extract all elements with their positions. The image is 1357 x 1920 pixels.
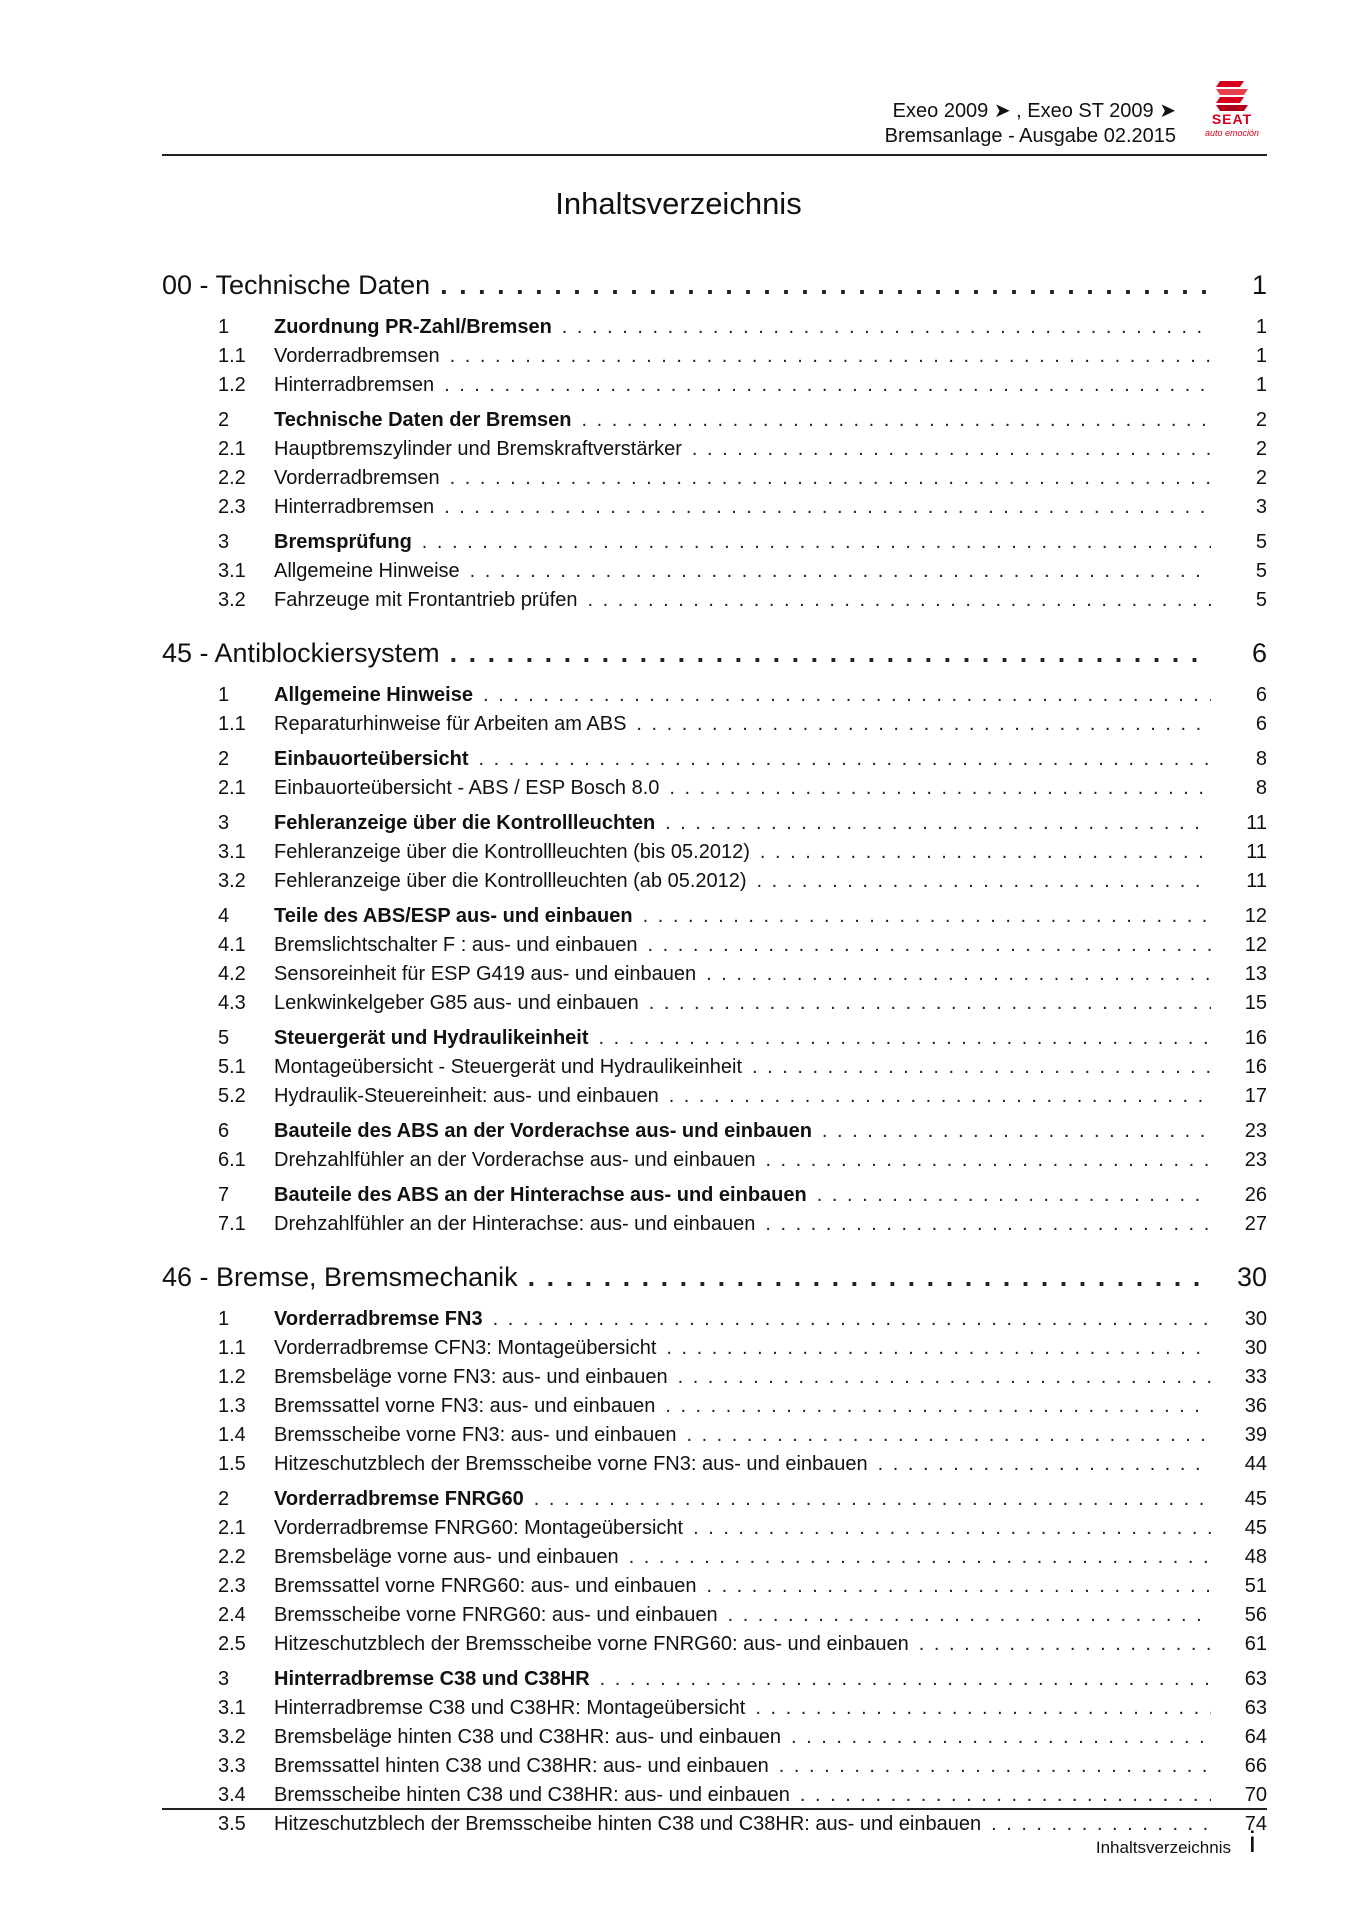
toc-entry-number: 3.5: [218, 1813, 246, 1835]
toc-entry-number: 1.1: [218, 1337, 246, 1359]
dot-leader: [633, 902, 1211, 931]
toc-section-entry[interactable]: [162, 406, 1267, 435]
toc-entry-title: 46 - Bremse, Bremsmechanik: [162, 1262, 518, 1292]
toc-section-entry[interactable]: [162, 528, 1267, 557]
dot-leader: [769, 1752, 1211, 1781]
toc-page-number: 11: [1246, 812, 1267, 834]
toc-entry-title: 45 - Antiblockiersystem: [162, 638, 440, 668]
toc-page-number: 74: [1244, 1813, 1267, 1835]
toc-subsection-entry[interactable]: [162, 1146, 1267, 1175]
toc-entry-number: 3.1: [218, 1697, 246, 1719]
dot-leader: [473, 681, 1211, 710]
toc-page-number: 5: [1255, 531, 1267, 553]
toc-chapter-section: [162, 631, 1267, 1239]
toc-entry-number: 2: [218, 1488, 230, 1510]
toc-section-entry[interactable]: [162, 902, 1267, 931]
toc-entry-number: 4.2: [218, 963, 246, 985]
toc-page-number: 39: [1244, 1424, 1267, 1446]
toc-subsection-entry[interactable]: [162, 586, 1267, 615]
toc-entry-title: Bremssattel vorne FN3: aus- und einbauen: [274, 1395, 656, 1417]
dot-leader: [619, 1543, 1211, 1572]
toc-entry-number: 2.4: [218, 1604, 246, 1626]
toc-entry-number: 4.1: [218, 934, 246, 956]
toc-section-entry[interactable]: [162, 1117, 1267, 1146]
toc-entry-title: Vorderradbremsen: [274, 345, 440, 367]
toc-section-entry[interactable]: [162, 1024, 1267, 1053]
toc-page-number: 11: [1246, 870, 1267, 892]
toc-section-entry[interactable]: [162, 1485, 1267, 1514]
toc-page-number: 1: [1251, 270, 1267, 300]
dot-leader: [468, 745, 1211, 774]
toc-entry-title: Montageübersicht - Steuergerät und Hydraulikeinheit: [274, 1056, 743, 1078]
toc-subsection-entry[interactable]: [162, 1752, 1267, 1781]
seat-emblem-icon: [1198, 78, 1266, 112]
toc-subsection-entry[interactable]: [162, 1810, 1267, 1839]
dot-leader: [696, 1572, 1211, 1601]
dot-leader: [434, 493, 1211, 522]
toc-subsection-entry[interactable]: [162, 1781, 1267, 1810]
toc-entry-number: 5.1: [218, 1056, 246, 1078]
dot-leader: [718, 1601, 1211, 1630]
toc-entry-title: Teile des ABS/ESP aus- und einbauen: [274, 905, 633, 927]
toc-subsection-entry[interactable]: [162, 989, 1267, 1018]
toc-page-number: 11: [1246, 841, 1267, 863]
toc-entry-number: 1.2: [218, 374, 246, 396]
toc-group: [162, 1024, 1267, 1111]
dot-leader: [656, 1334, 1211, 1363]
toc-section-entry[interactable]: [162, 809, 1267, 838]
toc-page-number: 2: [1255, 467, 1267, 489]
toc-page-number: 44: [1244, 1453, 1267, 1475]
toc-group: [162, 406, 1267, 522]
footer-label: Inhaltsverzeichnis: [1095, 1838, 1231, 1857]
toc-subsection-entry[interactable]: [162, 1694, 1267, 1723]
toc-subsection-entry[interactable]: [162, 435, 1267, 464]
toc-entry-title: Bremsbeläge vorne FN3: aus- und einbauen: [274, 1366, 668, 1388]
toc-entry-title: Hinterradbremsen: [274, 374, 435, 396]
dot-leader: [745, 1694, 1211, 1723]
toc-group: [162, 528, 1267, 615]
toc-entry-number: 3: [218, 1668, 230, 1690]
toc-entry-title: Allgemeine Hinweise: [274, 684, 473, 706]
toc-page-number: 2: [1255, 438, 1267, 460]
toc-entry-title: Zuordnung PR-Zahl/Bremsen: [274, 316, 552, 338]
toc-chapter-entry[interactable]: [162, 1255, 1267, 1299]
toc-subsection-entry[interactable]: [162, 371, 1267, 400]
toc-subsection-entry[interactable]: [162, 960, 1267, 989]
toc-entry-title: Bremsbeläge hinten C38 und C38HR: aus- und einbauen: [274, 1726, 782, 1748]
toc-page-number: 33: [1244, 1366, 1267, 1388]
toc-chapter-entry[interactable]: [162, 263, 1267, 307]
toc-chapter-section: [162, 1255, 1267, 1839]
toc-subsection-entry[interactable]: [162, 342, 1267, 371]
dot-leader: [589, 1024, 1211, 1053]
toc-entry-number: 2.2: [218, 467, 246, 489]
toc-entry-number: 3.1: [218, 560, 246, 582]
dot-leader: [578, 586, 1212, 615]
toc-subsection-entry[interactable]: [162, 464, 1267, 493]
toc-group: [162, 1305, 1267, 1479]
toc-entry-title: Vorderradbremse CFN3: Montageübersicht: [274, 1337, 657, 1359]
toc-group: [162, 1117, 1267, 1175]
toc-entry-title: Fahrzeuge mit Frontantrieb prüfen: [274, 589, 578, 611]
dot-leader: [430, 263, 1211, 307]
toc-subsection-entry[interactable]: [162, 1392, 1267, 1421]
dot-leader: [682, 435, 1211, 464]
toc-page-number: 48: [1244, 1546, 1267, 1568]
toc-entry-title: Bremssattel vorne FNRG60: aus- und einbauen: [274, 1575, 697, 1597]
toc-page-number: 23: [1244, 1120, 1267, 1142]
toc-entry-title: Steuergerät und Hydraulikeinheit: [274, 1027, 589, 1049]
toc-page-number: 2: [1255, 409, 1267, 431]
toc-entry-number: 3.3: [218, 1755, 246, 1777]
toc-entry-number: 7: [218, 1184, 230, 1206]
toc-page-number: 23: [1244, 1149, 1267, 1171]
toc-entry-title: Hitzeschutzblech der Bremsscheibe hinten C38 und C38HR: aus- und einbauen: [274, 1813, 982, 1835]
toc-entry-number: 1: [218, 684, 230, 706]
toc-entry-number: 2.5: [218, 1633, 246, 1655]
toc-subsection-entry[interactable]: [162, 1363, 1267, 1392]
toc-entry-number: 1.1: [218, 713, 246, 735]
toc-entry-title: Hitzeschutzblech der Bremsscheibe vorne FNRG60: aus- und einbauen: [274, 1633, 909, 1655]
dot-leader: [868, 1450, 1211, 1479]
dot-leader: [626, 710, 1211, 739]
toc-entry-title: Allgemeine Hinweise: [274, 560, 460, 582]
logo-tagline: auto emoción: [1204, 128, 1260, 138]
toc-group: [162, 1485, 1267, 1659]
toc-page-number: 5: [1255, 560, 1267, 582]
page-title: Inhaltsverzeichnis: [555, 186, 802, 221]
toc-subsection-entry[interactable]: [162, 1082, 1267, 1111]
header-text: [885, 99, 1176, 149]
toc-entry-title: Technische Daten der Bremsen: [274, 409, 572, 431]
toc-entry-title: Bremslichtschalter F : aus- und einbauen: [274, 934, 638, 956]
toc-group: [162, 809, 1267, 896]
toc-page-number: 8: [1255, 748, 1267, 770]
toc-entry-title: Hinterradbremse C38 und C38HR: Montageübersicht: [274, 1697, 746, 1719]
toc-chapter-section: [162, 263, 1267, 615]
dot-leader: [638, 931, 1211, 960]
toc-entry-number: 5.2: [218, 1085, 246, 1107]
toc-entry-number: 2.1: [218, 777, 246, 799]
toc-page-number: 30: [1244, 1337, 1267, 1359]
toc-page-number: 64: [1244, 1726, 1267, 1748]
toc-subsection-entry[interactable]: [162, 710, 1267, 739]
toc-entry-number: 7.1: [218, 1213, 246, 1235]
dot-leader: [483, 1305, 1211, 1334]
toc-page-number: 15: [1244, 992, 1267, 1014]
header-edition-line: Bremsanlage - Ausgabe 02.2015: [884, 125, 1176, 147]
toc-entry-number: 3.4: [218, 1784, 246, 1806]
toc-page-number: 70: [1244, 1784, 1267, 1806]
toc-page-number: 36: [1244, 1395, 1267, 1417]
dot-leader: [755, 1146, 1211, 1175]
logo-brand-text: SEAT: [1211, 111, 1253, 127]
toc-entry-number: 2: [218, 748, 230, 770]
toc-entry-title: Bremssattel hinten C38 und C38HR: aus- und einbauen: [274, 1755, 769, 1777]
toc-entry-title: Bremsbeläge vorne aus- und einbauen: [274, 1546, 619, 1568]
toc-entry-title: Bauteile des ABS an der Hinterachse aus- und einbauen: [274, 1184, 807, 1206]
toc-page-number: 12: [1244, 934, 1267, 956]
toc-entry-number: 1: [218, 1308, 230, 1330]
toc-subsection-entry[interactable]: [162, 1210, 1267, 1239]
toc-section-entry[interactable]: [162, 681, 1267, 710]
toc-entry-title: Hauptbremszylinder und Bremskraftverstärker: [274, 438, 682, 460]
toc-entry-title: Hydraulik-Steuereinheit: aus- und einbauen: [274, 1085, 659, 1107]
toc-subsection-entry[interactable]: [162, 1543, 1267, 1572]
toc-section-entry[interactable]: [162, 313, 1267, 342]
toc-entry-title: Reparaturhinweise für Arbeiten am ABS: [274, 713, 627, 735]
dot-leader: [668, 1363, 1211, 1392]
toc-subsection-entry[interactable]: [162, 1421, 1267, 1450]
toc-entry-number: 1.5: [218, 1453, 246, 1475]
dot-leader: [790, 1781, 1211, 1810]
toc-subsection-entry[interactable]: [162, 867, 1267, 896]
toc-page-number: 1: [1255, 345, 1267, 367]
toc-subsection-entry[interactable]: [162, 1723, 1267, 1752]
dot-leader: [639, 989, 1211, 1018]
toc-subsection-entry[interactable]: [162, 1450, 1267, 1479]
dot-leader: [812, 1117, 1211, 1146]
dot-leader: [440, 464, 1211, 493]
toc-entry-title: Vorderradbremse FNRG60: Montageübersicht: [274, 1517, 684, 1539]
dot-leader: [807, 1181, 1211, 1210]
toc-page-number: 3: [1255, 496, 1267, 518]
toc-subsection-entry[interactable]: [162, 931, 1267, 960]
toc-entry-number: 3.2: [218, 589, 246, 611]
toc-page-number: 12: [1244, 905, 1267, 927]
toc-page-number: 61: [1244, 1633, 1267, 1655]
toc-entry-number: 2: [218, 409, 230, 431]
toc-entry-number: 5: [218, 1027, 230, 1049]
dot-leader: [572, 406, 1211, 435]
toc-entry-title: Einbauorteübersicht: [274, 748, 469, 770]
dot-leader: [440, 342, 1211, 371]
toc-page-number: 45: [1244, 1517, 1267, 1539]
toc-entry-title: Vorderradbremse FNRG60: [274, 1488, 524, 1510]
dot-leader: [655, 809, 1211, 838]
dot-leader: [742, 1053, 1211, 1082]
toc-subsection-entry[interactable]: [162, 1053, 1267, 1082]
footer-divider: [162, 1808, 1267, 1810]
toc-group: [162, 681, 1267, 739]
dot-leader: [981, 1810, 1211, 1839]
toc-entry-title: Bremsscheibe vorne FNRG60: aus- und einbauen: [274, 1604, 718, 1626]
dot-leader: [518, 1255, 1211, 1299]
toc-page-number: 30: [1236, 1262, 1267, 1292]
dot-leader: [750, 838, 1211, 867]
dot-leader: [590, 1665, 1211, 1694]
toc-entry-number: 2.1: [218, 1517, 246, 1539]
toc-page-number: 6: [1255, 684, 1267, 706]
toc-entry-title: Bremsscheibe vorne FN3: aus- und einbauen: [274, 1424, 677, 1446]
toc-entry-number: 3.1: [218, 841, 246, 863]
toc-chapter-entry[interactable]: [162, 631, 1267, 675]
toc-entry-title: Vorderradbremse FN3: [274, 1308, 483, 1330]
toc-entry-number: 1.2: [218, 1366, 246, 1388]
header-divider: [162, 154, 1267, 156]
toc-entry-number: 3.2: [218, 1726, 246, 1748]
toc-page-number: 8: [1255, 777, 1267, 799]
toc-entry-number: 3: [218, 531, 230, 553]
toc-entry-number: 2.2: [218, 1546, 246, 1568]
toc-entry-number: 1.3: [218, 1395, 246, 1417]
toc-entry-number: 3: [218, 812, 230, 834]
toc-group: [162, 745, 1267, 803]
dot-leader: [460, 557, 1211, 586]
table-of-contents: [162, 263, 1267, 1839]
toc-entry-title: Hinterradbremse C38 und C38HR: [274, 1668, 590, 1690]
toc-subsection-entry[interactable]: [162, 1514, 1267, 1543]
toc-entry-title: Fehleranzeige über die Kontrollleuchten: [274, 812, 656, 834]
toc-page-number: 51: [1244, 1575, 1267, 1597]
toc-entry-number: 6.1: [218, 1149, 246, 1171]
toc-page-number: 6: [1255, 713, 1267, 735]
dot-leader: [655, 1392, 1211, 1421]
toc-entry-number: 4.3: [218, 992, 246, 1014]
header-model-line: Exeo 2009 ➤ , Exeo ST 2009 ➤: [892, 100, 1176, 122]
toc-group: [162, 313, 1267, 400]
toc-page-number: 16: [1244, 1056, 1267, 1078]
toc-entry-title: Vorderradbremsen: [274, 467, 440, 489]
toc-subsection-entry[interactable]: [162, 1334, 1267, 1363]
toc-page-number: 63: [1244, 1697, 1267, 1719]
toc-entry-title: Drehzahlfühler an der Vorderachse aus- und einbauen: [274, 1149, 756, 1171]
dot-leader: [696, 960, 1211, 989]
toc-entry-title: Einbauorteübersicht - ABS / ESP Bosch 8.0: [274, 777, 660, 799]
toc-entry-title: Hitzeschutzblech der Bremsscheibe vorne FN3: aus- und einbauen: [274, 1453, 868, 1475]
toc-entry-title: Drehzahlfühler an der Hinterachse: aus- und einbauen: [274, 1213, 756, 1235]
toc-entry-title: Fehleranzeige über die Kontrollleuchten (ab 05.2012): [274, 870, 747, 892]
footer-page-number: i: [1249, 1826, 1256, 1859]
toc-entry-title: Lenkwinkelgeber G85 aus- und einbauen: [274, 992, 639, 1014]
toc-entry-title: Sensoreinheit für ESP G419 aus- und einbauen: [274, 963, 697, 985]
toc-group: [162, 1665, 1267, 1839]
dot-leader: [683, 1514, 1211, 1543]
dot-leader: [676, 1421, 1211, 1450]
toc-entry-title: Bauteile des ABS an der Vorderachse aus- und einbauen: [274, 1120, 812, 1142]
toc-page-number: 56: [1244, 1604, 1267, 1626]
toc-group: [162, 1181, 1267, 1239]
toc-page-number: 26: [1244, 1184, 1267, 1206]
dot-leader: [552, 313, 1211, 342]
dot-leader: [909, 1630, 1211, 1659]
toc-entry-number: 6: [218, 1120, 230, 1142]
toc-section-entry[interactable]: [162, 745, 1267, 774]
dot-leader: [440, 631, 1211, 675]
toc-entry-title: Hinterradbremsen: [274, 496, 435, 518]
toc-entry-number: 2.1: [218, 438, 246, 460]
seat-logo: [1198, 78, 1266, 148]
toc-entry-number: 4: [218, 905, 230, 927]
toc-entry-number: 1.4: [218, 1424, 246, 1446]
toc-entry-number: 2.3: [218, 496, 246, 518]
toc-entry-title: Bremsprüfung: [274, 531, 412, 553]
dot-leader: [434, 371, 1211, 400]
toc-page-number: 6: [1251, 638, 1267, 668]
toc-page-number: 30: [1244, 1308, 1267, 1330]
toc-page-number: 5: [1255, 589, 1267, 611]
toc-section-entry[interactable]: [162, 1305, 1267, 1334]
toc-subsection-entry[interactable]: [162, 1601, 1267, 1630]
dot-leader: [659, 774, 1211, 803]
toc-entry-title: Bremsscheibe hinten C38 und C38HR: aus- und einbauen: [274, 1784, 790, 1806]
toc-page-number: 63: [1244, 1668, 1267, 1690]
toc-subsection-entry[interactable]: [162, 493, 1267, 522]
toc-subsection-entry[interactable]: [162, 774, 1267, 803]
toc-page-number: 66: [1244, 1755, 1267, 1777]
toc-page-number: 17: [1244, 1085, 1267, 1107]
toc-subsection-entry[interactable]: [162, 1572, 1267, 1601]
dot-leader: [755, 1210, 1211, 1239]
toc-section-entry[interactable]: [162, 1181, 1267, 1210]
toc-entry-title: 00 - Technische Daten: [162, 270, 431, 300]
toc-page-number: 45: [1244, 1488, 1267, 1510]
dot-leader: [524, 1485, 1211, 1514]
dot-leader: [747, 867, 1211, 896]
toc-subsection-entry[interactable]: [162, 1630, 1267, 1659]
toc-entry-title: Fehleranzeige über die Kontrollleuchten (bis 05.2012): [274, 841, 750, 863]
toc-subsection-entry[interactable]: [162, 838, 1267, 867]
toc-page-number: 1: [1255, 316, 1267, 338]
dot-leader: [659, 1082, 1211, 1111]
toc-page-number: 27: [1244, 1213, 1267, 1235]
toc-page-number: 16: [1244, 1027, 1267, 1049]
toc-section-entry[interactable]: [162, 1665, 1267, 1694]
toc-entry-number: 1.1: [218, 345, 246, 367]
toc-page-number: 13: [1244, 963, 1267, 985]
toc-group: [162, 902, 1267, 1018]
dot-leader: [781, 1723, 1211, 1752]
toc-entry-number: 2.3: [218, 1575, 246, 1597]
dot-leader: [412, 528, 1211, 557]
toc-entry-number: 3.2: [218, 870, 246, 892]
toc-subsection-entry[interactable]: [162, 557, 1267, 586]
toc-entry-number: 1: [218, 316, 230, 338]
toc-page-number: 1: [1255, 374, 1267, 396]
